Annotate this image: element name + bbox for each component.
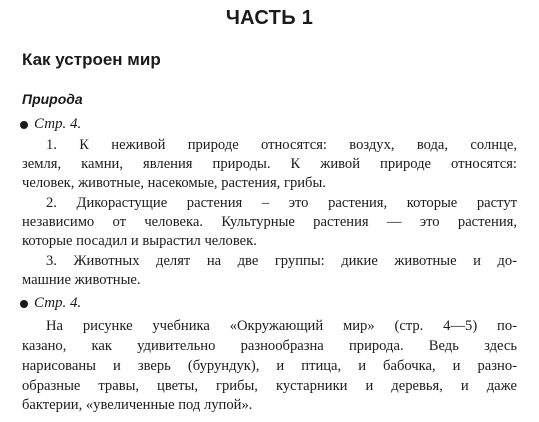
paragraph-line: независимо от человека. Культурные растения — это растения, (22, 214, 517, 230)
page-reference-label: Стр. 4. (34, 116, 82, 132)
paragraph-line: 2. Дикорастущие растения – это растения, которые растут (46, 195, 517, 211)
paragraph-line: образные травы, цветы, грибы, кустарники и деревья, и даже (22, 378, 517, 394)
paragraph-line: человек, животные, насекомые, растения, грибы. (22, 175, 326, 191)
paragraph-line: нарисованы и зверь (бурундук), и птица, и бабочка, и разно- (22, 358, 517, 374)
bullet-icon (20, 121, 28, 129)
paragraph-line: машние животные. (22, 272, 141, 288)
bullet-icon (20, 300, 28, 308)
paragraph-line: казано, как удивительно разнообразна природа. Ведь здесь (22, 338, 517, 354)
page-reference (19, 295, 81, 312)
page-reference-label: Стр. 4. (34, 295, 82, 311)
paragraph-line: земля, камни, явления природы. К живой природе относятся: (22, 156, 517, 172)
paragraph-line: бактерии, «увеличенные под лупой». (22, 397, 253, 413)
paragraph-line: 3. Животных делят на две группы: дикие животные и до- (46, 253, 517, 269)
paragraph-line: 1. К неживой природе относятся: воздух, вода, солнце, (46, 137, 517, 153)
section-title: Как устроен мир (22, 50, 161, 69)
subsection-title: Природа (22, 91, 83, 107)
paragraph-line: На рисунке учебника «Окружающий мир» (стр. 4—5) по- (46, 318, 517, 334)
part-title: ЧАСТЬ 1 (225, 7, 314, 29)
page-reference (19, 116, 81, 133)
paragraph-line: которые посадил и вырастил человек. (22, 233, 257, 249)
